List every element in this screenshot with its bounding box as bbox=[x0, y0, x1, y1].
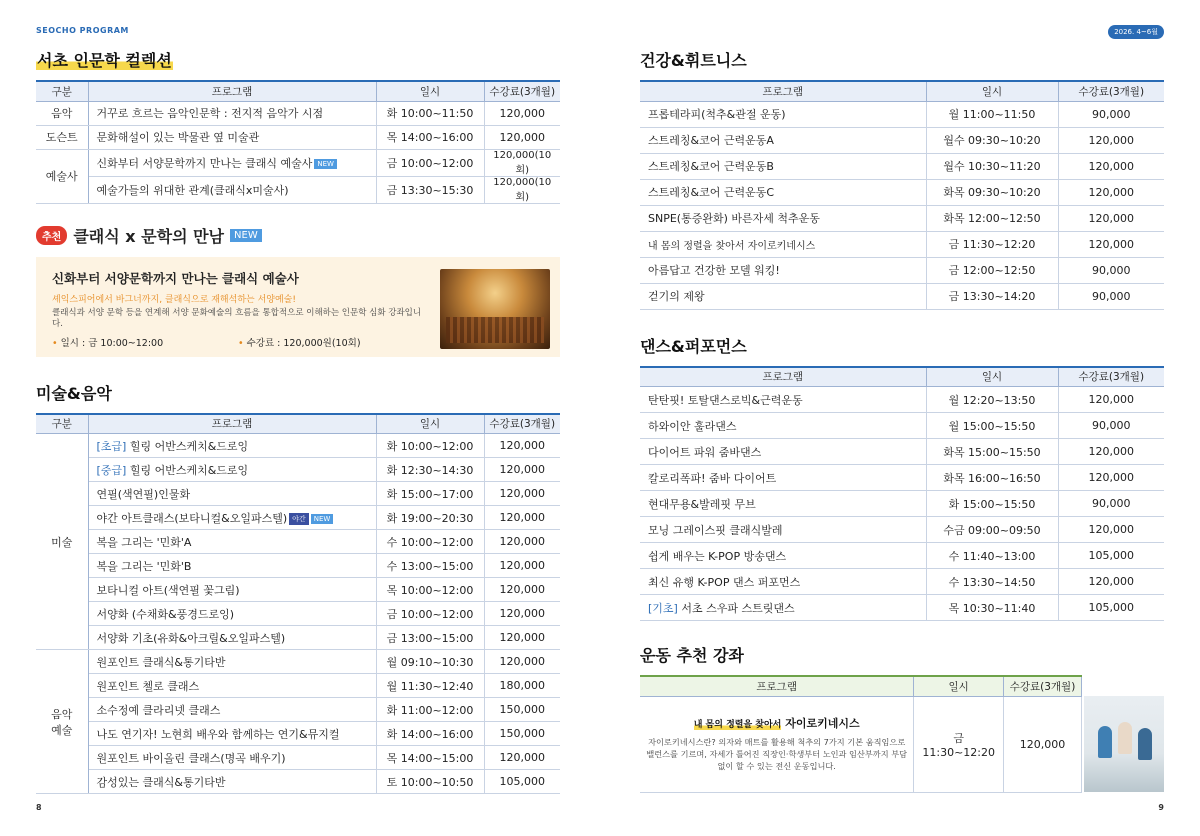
program-cell: 모닝 그레이스핏 클래식발레 bbox=[640, 517, 926, 543]
art-music-table bbox=[36, 413, 560, 795]
table-row bbox=[36, 722, 560, 746]
table-row bbox=[640, 491, 1164, 517]
fee-cell: 120,000 bbox=[1058, 127, 1164, 153]
time-cell: 수 13:30~14:50 bbox=[926, 569, 1058, 595]
table-row bbox=[640, 205, 1164, 231]
time-cell: 화목 15:00~15:50 bbox=[926, 439, 1058, 465]
program-cell: [중급] 힐링 어반스케치&드로잉 bbox=[88, 458, 376, 482]
fee-cell: 120,000 bbox=[1058, 439, 1164, 465]
category-cell: 도슨트 bbox=[36, 125, 88, 149]
program-cell: 문화해설이 있는 박물관 옆 미술관 bbox=[88, 125, 376, 149]
program-cell bbox=[640, 696, 914, 792]
dance-table bbox=[640, 366, 1164, 622]
fee-cell: 150,000 bbox=[484, 698, 560, 722]
fee-cell: 120,000 bbox=[1058, 205, 1164, 231]
program-cell: 나도 연기자! 노현희 배우와 함께하는 연기&뮤지컬 bbox=[88, 722, 376, 746]
fee-cell: 120,000 bbox=[484, 602, 560, 626]
table-row bbox=[640, 153, 1164, 179]
recommend-meta: • 일시 : 금 10:00~12:00 • 수강료 : 120,000원(10회) bbox=[52, 338, 361, 350]
time-cell: 월 09:10~10:30 bbox=[376, 650, 484, 674]
time-cell: 목 14:00~16:00 bbox=[376, 125, 484, 149]
time-cell: 화목 16:00~16:50 bbox=[926, 465, 1058, 491]
program-cell: 다이어트 파워 줌바댄스 bbox=[640, 439, 926, 465]
program-cell: 아름답고 건강한 모델 워킹! bbox=[640, 257, 926, 283]
recommend-box-desc: 클래식과 서양 문학 등을 연계해 서양 문화예술의 흐름을 통합적으로 이해하는 인문학 심화 강좌입니다. bbox=[52, 307, 422, 330]
table-row bbox=[640, 127, 1164, 153]
col-header-fee: 수강료(3개월) bbox=[1058, 81, 1164, 101]
time-cell: 화 12:30~14:30 bbox=[376, 458, 484, 482]
art-music-title: 미술&음악 bbox=[36, 383, 112, 403]
fee-cell: 120,000 bbox=[484, 650, 560, 674]
table-row bbox=[36, 458, 560, 482]
fee-cell: 120,000 bbox=[484, 578, 560, 602]
time-cell: 금 11:30~12:20 bbox=[926, 231, 1058, 257]
exercise-title: 운동 추천 강좌 bbox=[640, 646, 744, 665]
table-row bbox=[36, 698, 560, 722]
table-row bbox=[36, 674, 560, 698]
time-cell: 금 11:30~12:20 bbox=[914, 696, 1004, 792]
page-number-left: 8 bbox=[36, 803, 42, 812]
col-header-time: 일시 bbox=[914, 676, 1004, 696]
table-row bbox=[36, 125, 560, 149]
time-cell: 화 11:00~12:00 bbox=[376, 698, 484, 722]
program-cell: 서양화 (수채화&풍경드로잉) bbox=[88, 602, 376, 626]
time-cell: 수금 09:00~09:50 bbox=[926, 517, 1058, 543]
time-cell: 화 14:00~16:00 bbox=[376, 722, 484, 746]
health-title: 건강&휘트니스 bbox=[640, 51, 747, 70]
time-cell: 화 15:00~17:00 bbox=[376, 482, 484, 506]
time-cell: 화 19:00~20:30 bbox=[376, 506, 484, 530]
program-cell: 스트레칭&코어 근력운동C bbox=[640, 179, 926, 205]
humanities-title: 서초 인문학 컬렉션 bbox=[37, 51, 172, 70]
time-cell: 월 12:20~13:50 bbox=[926, 387, 1058, 413]
fee-cell: 120,000 bbox=[484, 434, 560, 458]
fee-cell: 120,000 bbox=[484, 101, 560, 125]
time-cell: 월 15:00~15:50 bbox=[926, 413, 1058, 439]
exercise-photo bbox=[1084, 696, 1164, 792]
program-cell: 최신 유행 K-POP 댄스 퍼포먼스 bbox=[640, 569, 926, 595]
issue-badge: 2026. 4~6월 bbox=[1108, 25, 1164, 39]
col-header-program: 프로그램 bbox=[640, 367, 926, 387]
new-badge: NEW bbox=[230, 229, 262, 242]
recommend-heading bbox=[36, 224, 560, 247]
exercise-table bbox=[640, 675, 1164, 793]
fee-cell: 120,000 bbox=[1058, 569, 1164, 595]
table-row bbox=[36, 530, 560, 554]
fee-cell: 105,000 bbox=[484, 770, 560, 794]
fee-cell: 90,000 bbox=[1058, 413, 1164, 439]
fee-cell: 120,000 bbox=[1058, 465, 1164, 491]
table-row bbox=[36, 101, 560, 125]
fee-cell: 120,000 bbox=[484, 506, 560, 530]
time-cell: 토 10:00~10:50 bbox=[376, 770, 484, 794]
time-cell: 금 13:30~14:20 bbox=[926, 283, 1058, 309]
program-cell: 내 몸의 정렬을 찾아서 자이로키네시스 bbox=[640, 231, 926, 257]
program-cell: 원포인트 클래식&통기타반 bbox=[88, 650, 376, 674]
table-row bbox=[36, 650, 560, 674]
table-row bbox=[36, 626, 560, 650]
time-cell: 월 11:30~12:40 bbox=[376, 674, 484, 698]
exercise-program-desc: 자이로키네시스란? 의자와 매트를 활용해 척추의 7가지 기본 움직임으로 밸런스를 기르며, 자세가 틀어진 직장인·학생부터 노인과 임산부까지 부담 없이 할 수 있는 전신 운동입니다. bbox=[646, 737, 908, 771]
fee-cell: 120,000 bbox=[1058, 517, 1164, 543]
new-badge: NEW bbox=[314, 159, 337, 169]
library-image bbox=[440, 269, 550, 349]
program-cell: [초급] 힐링 어반스케치&드로잉 bbox=[88, 434, 376, 458]
left-column bbox=[36, 50, 560, 794]
night-badge: 야간 bbox=[289, 513, 309, 525]
table-row bbox=[640, 517, 1164, 543]
table-row bbox=[640, 257, 1164, 283]
col-header-time: 일시 bbox=[926, 81, 1058, 101]
table-row bbox=[36, 434, 560, 458]
time-cell: 금 12:00~12:50 bbox=[926, 257, 1058, 283]
col-header-time: 일시 bbox=[376, 81, 484, 101]
fee-cell: 120,000 bbox=[484, 554, 560, 578]
fee-cell: 90,000 bbox=[1058, 101, 1164, 127]
program-cell: 예술가들의 위대한 관계(클래식x미술사) bbox=[88, 176, 376, 203]
image-cell bbox=[1082, 696, 1165, 792]
table-row bbox=[640, 543, 1164, 569]
program-cell: 복을 그리는 '민화'A bbox=[88, 530, 376, 554]
health-table bbox=[640, 80, 1164, 310]
col-header-time: 일시 bbox=[926, 367, 1058, 387]
col-header-fee: 수강료(3개월) bbox=[484, 414, 560, 434]
fee-cell: 120,000 bbox=[484, 125, 560, 149]
time-cell: 월수 10:30~11:20 bbox=[926, 153, 1058, 179]
fee-cell: 90,000 bbox=[1058, 283, 1164, 309]
time-cell: 금 13:30~15:30 bbox=[376, 176, 484, 203]
table-row bbox=[36, 554, 560, 578]
table-row bbox=[36, 578, 560, 602]
fee-cell: 150,000 bbox=[484, 722, 560, 746]
recommend-time: 일시 : 금 10:00~12:00 bbox=[60, 338, 164, 350]
category-cell: 음악 bbox=[36, 101, 88, 125]
new-badge: NEW bbox=[311, 514, 334, 524]
program-cell: 소수정예 클라리넷 클래스 bbox=[88, 698, 376, 722]
fee-cell: 120,000(10회) bbox=[484, 149, 560, 176]
category-cell: 미술 bbox=[36, 434, 88, 650]
table-row bbox=[36, 506, 560, 530]
table-row bbox=[36, 602, 560, 626]
humanities-table bbox=[36, 80, 560, 204]
page-number-right: 9 bbox=[1158, 803, 1164, 812]
program-cell: 원포인트 첼로 클래스 bbox=[88, 674, 376, 698]
col-header-fee: 수강료(3개월) bbox=[1058, 367, 1164, 387]
table-row bbox=[640, 595, 1164, 621]
table-row bbox=[640, 179, 1164, 205]
recommend-badge: 추천 bbox=[36, 226, 67, 245]
fee-cell: 105,000 bbox=[1058, 543, 1164, 569]
time-cell: 월수 09:30~10:20 bbox=[926, 127, 1058, 153]
recommend-box bbox=[36, 257, 560, 357]
program-cell: 현대무용&발레핏 무브 bbox=[640, 491, 926, 517]
program-cell: 연필(색연필)인물화 bbox=[88, 482, 376, 506]
time-cell: 목 10:30~11:40 bbox=[926, 595, 1058, 621]
recommend-title: 클래식 x 문학의 만남 bbox=[73, 226, 225, 246]
recommend-box-title: 신화부터 서양문학까지 만나는 클래식 예술사 bbox=[52, 270, 299, 286]
time-cell: 금 10:00~12:00 bbox=[376, 602, 484, 626]
program-cell: 걷기의 제왕 bbox=[640, 283, 926, 309]
table-row bbox=[36, 770, 560, 794]
table-row bbox=[640, 696, 1164, 792]
fee-cell: 120,000 bbox=[484, 626, 560, 650]
program-cell: 칼로리폭파! 줌바 다이어트 bbox=[640, 465, 926, 491]
fee-cell: 105,000 bbox=[1058, 595, 1164, 621]
fee-cell: 90,000 bbox=[1058, 257, 1164, 283]
program-cell: 스트레칭&코어 근력운동B bbox=[640, 153, 926, 179]
col-header-program: 프로그램 bbox=[640, 676, 914, 696]
table-row bbox=[640, 439, 1164, 465]
col-header-program: 프로그램 bbox=[88, 414, 376, 434]
program-cell: 쉽게 배우는 K-POP 방송댄스 bbox=[640, 543, 926, 569]
right-column bbox=[640, 50, 1164, 793]
col-header-program: 프로그램 bbox=[88, 81, 376, 101]
fee-cell: 120,000 bbox=[484, 530, 560, 554]
program-cell: 감성있는 클래식&통기타반 bbox=[88, 770, 376, 794]
col-header-fee: 수강료(3개월) bbox=[1004, 676, 1082, 696]
table-row bbox=[640, 569, 1164, 595]
table-row bbox=[640, 465, 1164, 491]
recommend-fee: 수강료 : 120,000원(10회) bbox=[246, 338, 361, 350]
col-header-cat: 구분 bbox=[36, 414, 88, 434]
table-row bbox=[36, 482, 560, 506]
table-row bbox=[640, 231, 1164, 257]
time-cell: 수 13:00~15:00 bbox=[376, 554, 484, 578]
program-cell: 스트레칭&코어 근력운동A bbox=[640, 127, 926, 153]
table-row bbox=[640, 283, 1164, 309]
col-header-cat: 구분 bbox=[36, 81, 88, 101]
table-row bbox=[640, 387, 1164, 413]
exercise-program-title: 내 몸의 정렬을 찾아서 자이로키네시스 bbox=[693, 717, 860, 731]
time-cell: 화목 12:00~12:50 bbox=[926, 205, 1058, 231]
table-row bbox=[640, 101, 1164, 127]
program-cell: SNPE(통증완화) 바른자세 척추운동 bbox=[640, 205, 926, 231]
fee-cell: 120,000 bbox=[484, 482, 560, 506]
time-cell: 화 15:00~15:50 bbox=[926, 491, 1058, 517]
program-cell: 야간 아트클래스(보타니컬&오일파스텔) 야간 NEW bbox=[88, 506, 376, 530]
program-cell: 프롭테라피(척추&관절 운동) bbox=[640, 101, 926, 127]
time-cell: 목 14:00~15:00 bbox=[376, 746, 484, 770]
time-cell: 수 10:00~12:00 bbox=[376, 530, 484, 554]
category-cell: 예술사 bbox=[36, 149, 88, 203]
time-cell: 금 10:00~12:00 bbox=[376, 149, 484, 176]
category-cell: 음악 예술 bbox=[36, 650, 88, 794]
fee-cell: 120,000(10회) bbox=[484, 176, 560, 203]
fee-cell: 120,000 bbox=[1058, 179, 1164, 205]
program-cell: 하와이안 훌라댄스 bbox=[640, 413, 926, 439]
time-cell: 월 11:00~11:50 bbox=[926, 101, 1058, 127]
table-row bbox=[640, 413, 1164, 439]
brand-label: SEOCHO PROGRAM bbox=[36, 26, 129, 35]
recommend-box-subtitle: 셰익스피어에서 바그너까지, 클래식으로 재해석하는 서양예술! bbox=[52, 294, 296, 305]
program-cell: 원포인트 바이올린 클래스(명곡 배우기) bbox=[88, 746, 376, 770]
time-cell: 화 10:00~12:00 bbox=[376, 434, 484, 458]
col-header-time: 일시 bbox=[376, 414, 484, 434]
program-cell: 보타니컬 아트(색연필 꽃그림) bbox=[88, 578, 376, 602]
time-cell: 화 10:00~11:50 bbox=[376, 101, 484, 125]
fee-cell: 120,000 bbox=[1058, 231, 1164, 257]
time-cell: 화목 09:30~10:20 bbox=[926, 179, 1058, 205]
col-header-program: 프로그램 bbox=[640, 81, 926, 101]
program-cell: [기초] 서초 스우파 스트릿댄스 bbox=[640, 595, 926, 621]
fee-cell: 120,000 bbox=[484, 458, 560, 482]
fee-cell: 120,000 bbox=[1058, 387, 1164, 413]
image-header bbox=[1082, 676, 1165, 696]
table-row bbox=[36, 746, 560, 770]
time-cell: 목 10:00~12:00 bbox=[376, 578, 484, 602]
program-cell: 거꾸로 흐르는 음악인문학 : 전지적 음악가 시점 bbox=[88, 101, 376, 125]
fee-cell: 180,000 bbox=[484, 674, 560, 698]
program-cell: 복을 그리는 '민화'B bbox=[88, 554, 376, 578]
table-row bbox=[36, 149, 560, 176]
fee-cell: 120,000 bbox=[1004, 696, 1082, 792]
col-header-fee: 수강료(3개월) bbox=[484, 81, 560, 101]
time-cell: 금 13:00~15:00 bbox=[376, 626, 484, 650]
dance-title: 댄스&퍼포먼스 bbox=[640, 336, 747, 356]
time-cell: 수 11:40~13:00 bbox=[926, 543, 1058, 569]
fee-cell: 120,000 bbox=[484, 746, 560, 770]
program-cell: 신화부터 서양문학까지 만나는 클래식 예술사 NEW bbox=[88, 149, 376, 176]
program-cell: 서양화 기초(유화&아크릴&오일파스텔) bbox=[88, 626, 376, 650]
fee-cell: 120,000 bbox=[1058, 153, 1164, 179]
table-row bbox=[36, 176, 560, 203]
fee-cell: 90,000 bbox=[1058, 491, 1164, 517]
program-cell: 탄탄핏! 토탈댄스로빅&근력운동 bbox=[640, 387, 926, 413]
